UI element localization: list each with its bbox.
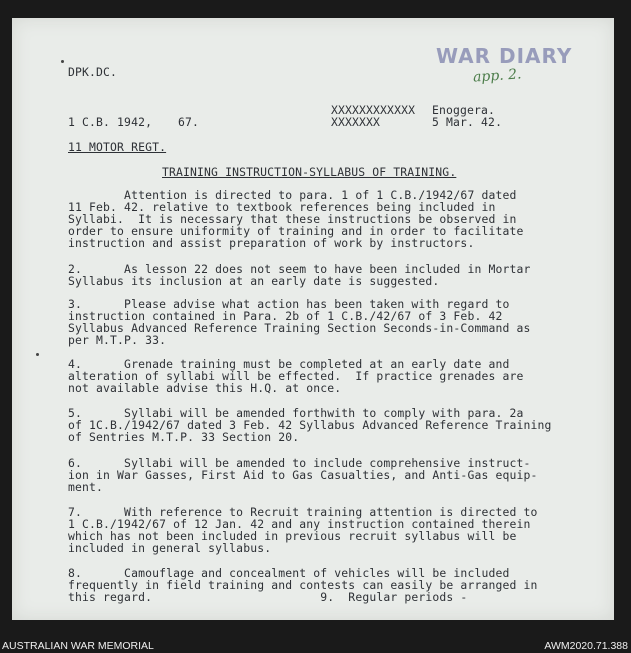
footer-credit: AUSTRALIAN WAR MEMORIAL — [2, 640, 154, 652]
footer-accession-number: AWM2020.71.388 — [544, 640, 628, 652]
body-line: 11 Feb. 42. relative to textbook references being included in — [68, 200, 496, 214]
body-line: Syllabus Advanced Reference Training Section Seconds-in-Command as — [68, 321, 531, 335]
handwritten-annotation: app. 2. — [472, 66, 523, 86]
body-line: not available advise this H.Q. at once. — [68, 381, 342, 395]
reference-number: 67. — [178, 115, 200, 129]
redacted-text-2: XXXXXXX — [331, 115, 381, 129]
body-line: alteration of syllabi will be effected. If practice grenades are — [68, 369, 524, 383]
body-line: this regard. 9. Regular periods - — [68, 590, 468, 604]
body-line: 6. Syllabi will be amended to include comprehensive instruct- — [68, 456, 531, 470]
body-line: frequently in field training and contests can easily be arranged in — [68, 578, 538, 592]
body-line: 2. As lesson 22 does not seem to have been included in Mortar — [68, 262, 531, 276]
body-line: 8. Camouflage and concealment of vehicles will be included — [68, 566, 510, 580]
body-line: included in general syllabus. — [68, 541, 272, 555]
body-line: 1 C.B./1942/67 of 12 Jan. 42 and any instruction contained therein — [68, 517, 531, 531]
header-code: DPK.DC. — [68, 65, 118, 79]
body-line: ion in War Gasses, First Aid to Gas Casualties, and Anti-Gas equip- — [68, 468, 538, 482]
place-name: Enoggera. — [432, 103, 496, 117]
margin-mark — [61, 60, 64, 63]
reference-left: 1 C.B. 1942, — [68, 115, 153, 129]
body-line: of 1C.B./1942/67 dated 3 Feb. 42 Syllabus Advanced Reference Training — [68, 418, 552, 432]
body-line: instruction contained in Para. 2b of 1 C.B./42/67 of 3 Feb. 42 — [68, 309, 503, 323]
body-line: ment. — [68, 480, 104, 494]
body-line: of Sentries M.T.P. 33 Section 20. — [68, 430, 300, 444]
body-line: order to ensure uniformity of training and in order to facilitate — [68, 224, 524, 238]
war-diary-stamp: WAR DIARY — [436, 44, 573, 68]
body-line: 7. With reference to Recruit training attention is directed to — [68, 505, 538, 519]
addressee: 11 MOTOR REGT. — [68, 140, 167, 154]
redacted-text-1: XXXXXXXXXXXX — [331, 103, 416, 117]
document-date: 5 Mar. 42. — [432, 115, 503, 129]
body-line: instruction and assist preparation of work by instructors. — [68, 236, 475, 250]
body-line: 3. Please advise what action has been taken with regard to — [68, 297, 510, 311]
body-line: per M.T.P. 33. — [68, 333, 167, 347]
body-line: 5. Syllabi will be amended forthwith to comply with para. 2a — [68, 406, 524, 420]
body-line: Syllabi. It is necessary that these instructions be observed in — [68, 212, 517, 226]
body-line: Syllabus its inclusion at an early date is suggested. — [68, 274, 440, 288]
body-line: which has not been included in previous recruit syllabus will be — [68, 529, 517, 543]
body-line: 4. Grenade training must be completed at an early date and — [68, 357, 510, 371]
document-title: TRAINING INSTRUCTION-SYLLABUS OF TRAINING. — [162, 165, 457, 179]
margin-mark — [36, 353, 39, 356]
body-line: Attention is directed to para. 1 of 1 C.B./1942/67 dated — [68, 188, 517, 202]
